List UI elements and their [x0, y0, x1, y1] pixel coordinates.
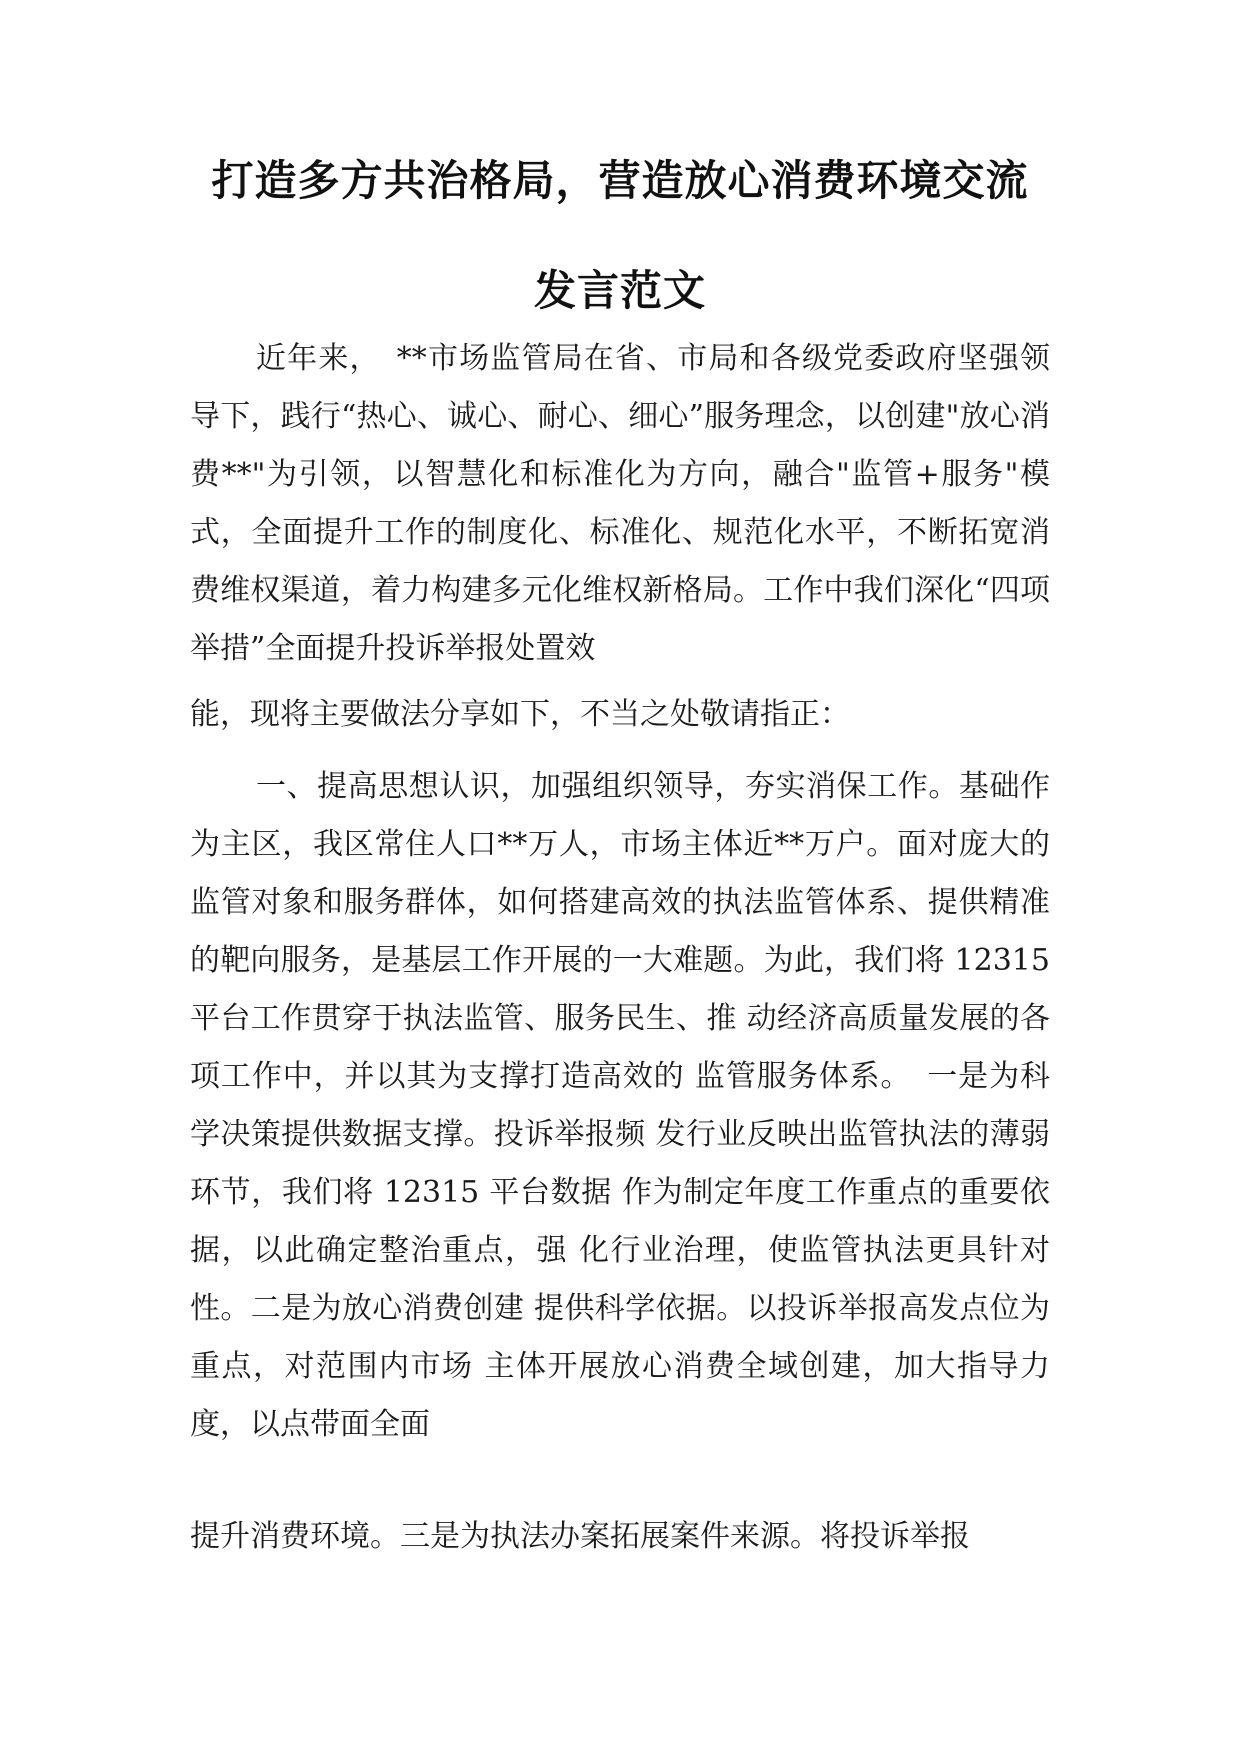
document-title-line-1: 打造多方共治格局，营造放心消费环境交流	[211, 156, 1029, 205]
document-title-line-2: 发言范文	[533, 266, 706, 315]
paragraph-intro: 近年来， **市场监管局在省、市局和各级党委政府坚强领导下，践行“热心、诚心、耐心、细心”服务理念，以创建"放心消费**"为引领，以智慧化和标准化为方向，融合"监管+服务"模式，全面提升工作的制度化、标准化、规范化水平，不断拓宽消费维权渠道，着力构建多元化维权新格局。工作中我们深化“四项举措”全面提升投诉举报处置效	[190, 341, 1050, 666]
paragraph-continuation: 提升消费环境。三是为执法办案拓展案件来源。将投诉举报	[190, 1519, 970, 1554]
paragraph-section-one: 一、提高思想认识，加强组织领导，夯实消保工作。基础作为主区，我区常住人口**万人，市场主体近**万户。面对庞大的监管对象和服务群体，如何搭建高效的执法监管体系、提供精准的靶向服务，是基层工作开展的一大难题。为此，我们将 12315 平台工作贯穿于执法监管、服务民生、推 动经济高质量发展的各项工作中，并以其为支撑打造高效的 监管服务体系。 一是为科学决策提供数据支撑。投诉举报频 发行业反映出监管执法的薄弱环节，我们将 12315 平台数据 作为制定年度工作重点的重要依据，以此确定整治重点，强 化行业治理，使监管执法更具针对性。二是为放心消费创建 提供科学依据。以投诉举报高发点位为重点，对范围内市场 主体开展放心消费全域创建，加大指导力度，以点带面全面	[190, 769, 1050, 1442]
paragraph-intro-end: 能，现将主要做法分享如下，不当之处敬请指正：	[190, 697, 850, 732]
